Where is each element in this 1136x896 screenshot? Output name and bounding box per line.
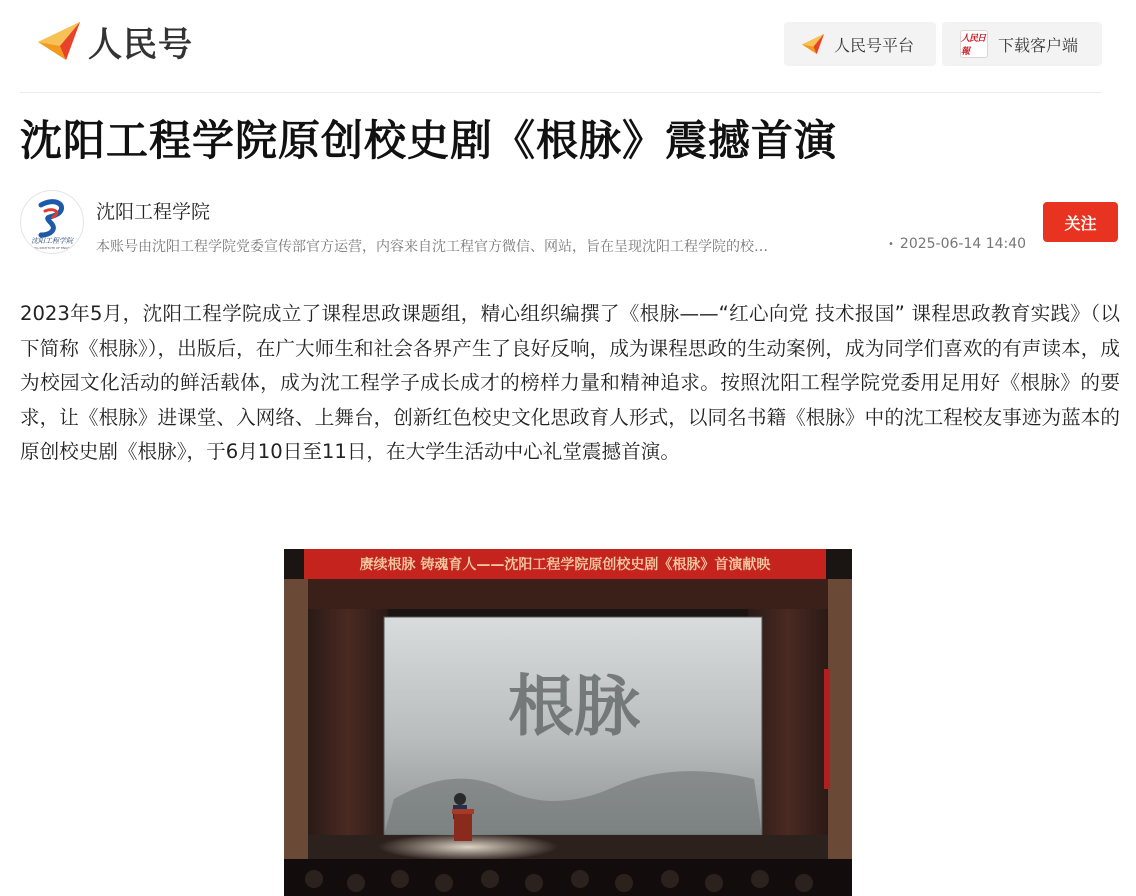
logo-text: 人民号: [88, 24, 193, 65]
author-name[interactable]: 沈阳工程学院: [96, 201, 211, 223]
photo-screen-text: 根脉: [508, 668, 640, 745]
renminhao-logo-icon: [36, 20, 82, 62]
platform-label: 人民号平台: [834, 35, 915, 55]
article-photo: [284, 549, 852, 896]
renminhao-small-icon: [800, 33, 826, 55]
author-description: 本账号由沈阳工程学院党委宣传部官方运营，内容来自沈工程官方微信、网站，旨在呈现沈阳工程学院的校…: [96, 239, 768, 255]
article-title: 沈阳工程学院原创校史剧《根脉》震撼首演: [20, 116, 838, 165]
school-emblem-icon: [21, 191, 83, 253]
avatar-subtext: SHENYANG INSTITUTE OF ENGINEERING: [22, 246, 82, 250]
site-logo[interactable]: [36, 20, 193, 65]
download-label: 下载客户端: [998, 35, 1079, 55]
publish-time: [888, 236, 1026, 252]
publish-time-value: 2025-06-14 14:40: [899, 236, 1027, 252]
platform-button[interactable]: [784, 22, 936, 66]
author-avatar[interactable]: [20, 190, 84, 254]
download-client-button[interactable]: [942, 22, 1102, 66]
follow-button[interactable]: 关注: [1043, 202, 1118, 242]
separator-dot: •: [888, 238, 894, 250]
peoples-daily-icon: 人民日報: [960, 30, 988, 58]
site-header: [0, 0, 1136, 94]
avatar-text: 沈阳工程学院: [31, 237, 73, 245]
article-paragraph: 2023年5月，沈阳工程学院成立了课程思政课题组，精心组织编撰了《根脉——“红心向党 技术报国” 课程思政教育实践》（以下简称《根脉》），出版后，在广大师生和社会各界产生了良好反响，成为课程思政的生动案例，成为同学们喜欢的有声读本，成为校园文化活动的鲜活载体，成为沈工程学子成长成才的榜样力量和精神追求。按照沈阳工程学院党委用足用好《根脉》的要求，让《根脉》进课堂、入网络、上舞台，创新红色校史文化思政育人形式，以同名书籍《根脉》中的沈工程校友事迹为蓝本的原创校史剧《根脉》，于6月10日至11日，在大学生活动中心礼堂震撼首演。: [20, 302, 1120, 463]
photo-banner-text: 赓续根脉 铸魂育人——沈阳工程学院原创校史剧《根脉》首演献映: [359, 557, 771, 573]
header-divider: [20, 92, 1102, 93]
